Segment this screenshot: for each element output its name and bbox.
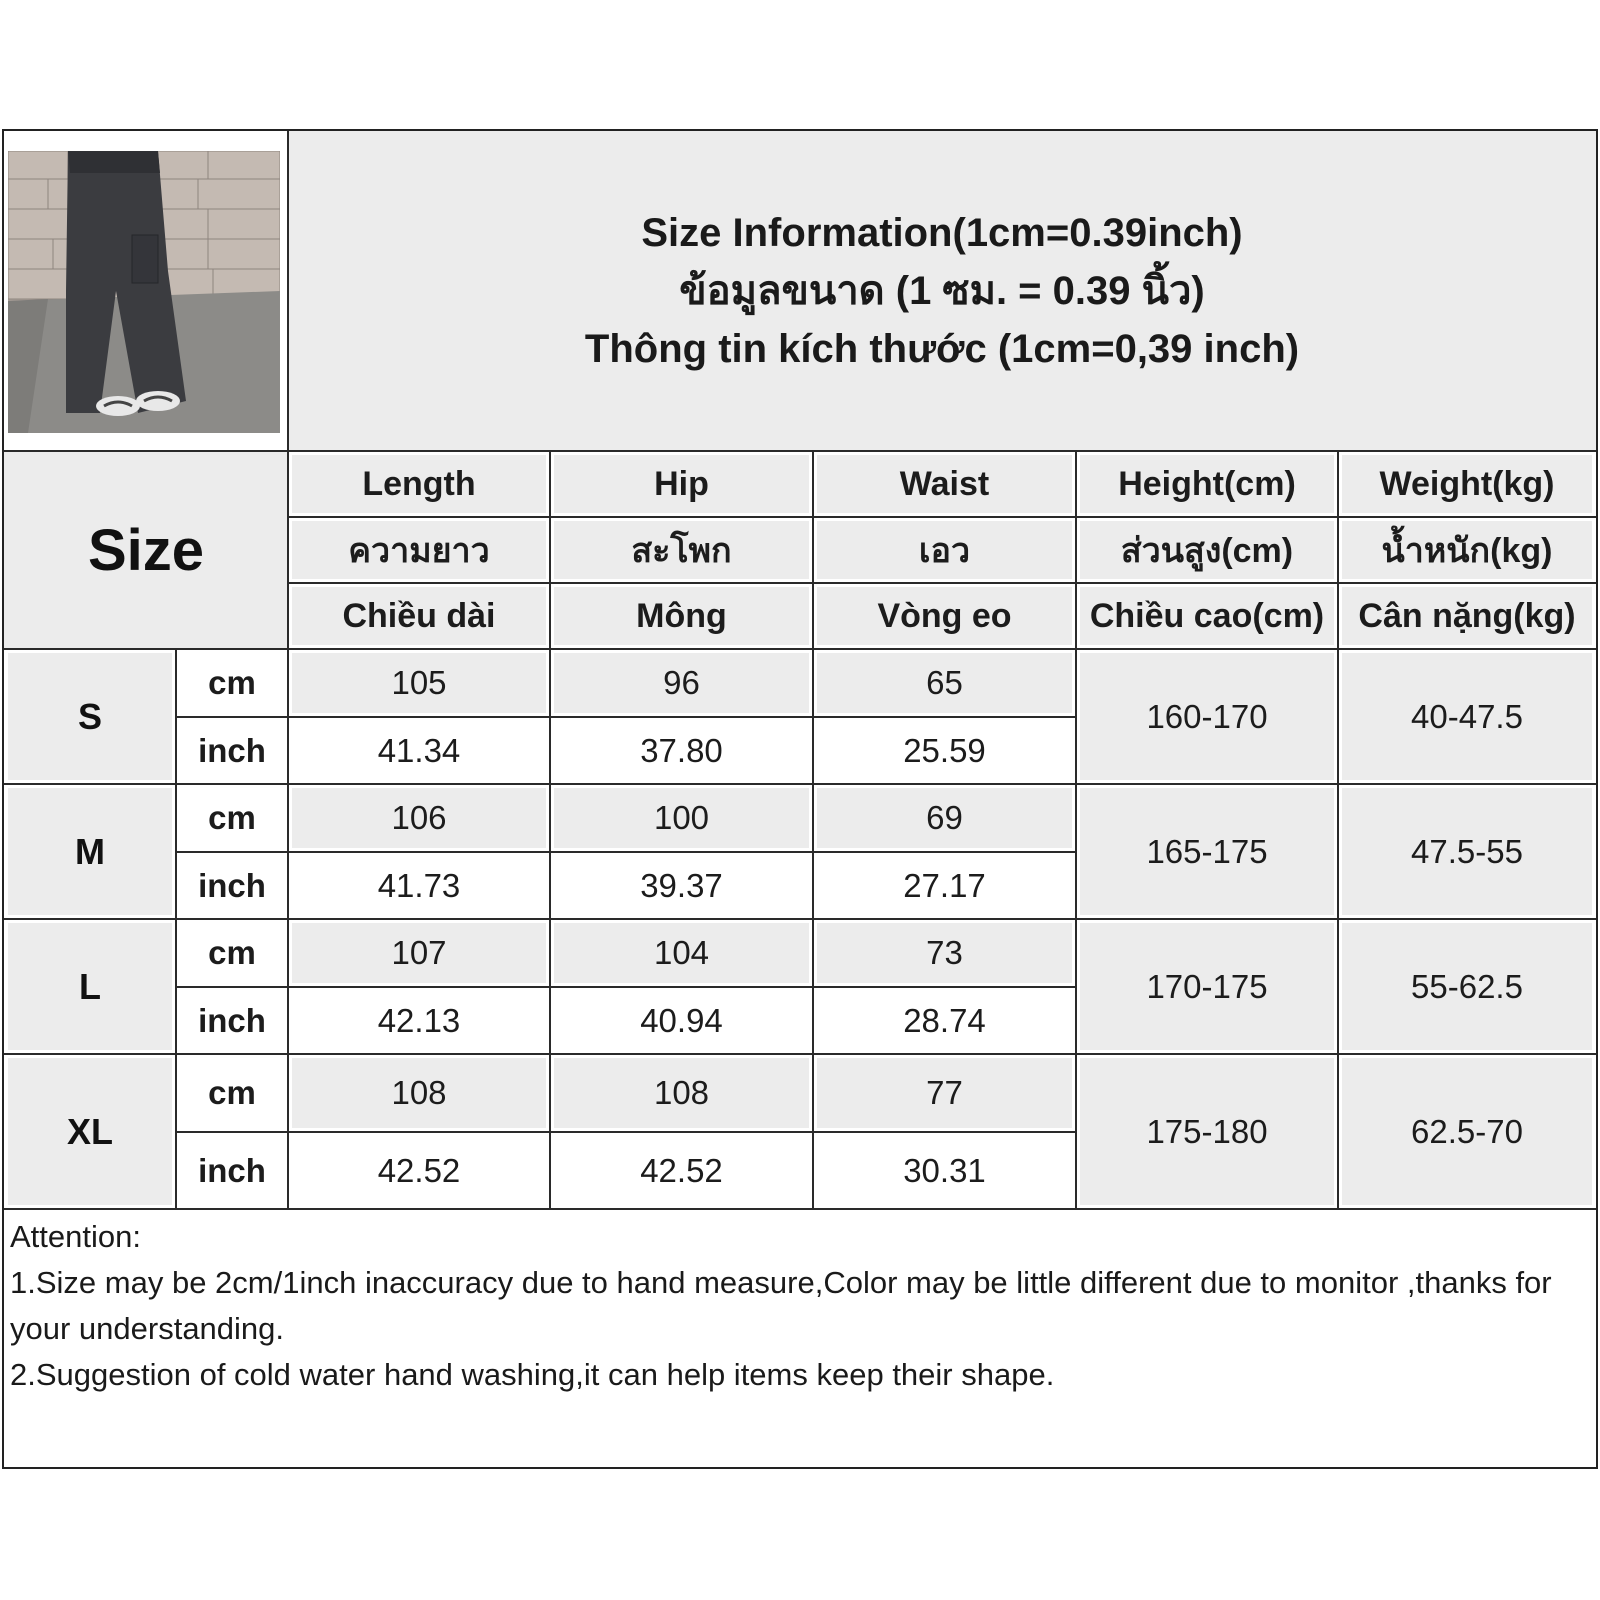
size-chart bbox=[2, 129, 1598, 1469]
column-header-en-1-text: Hip bbox=[654, 464, 709, 503]
value-inch-2-0 bbox=[292, 991, 546, 1050]
value-inch-2-0-text: 42.13 bbox=[377, 1001, 461, 1039]
column-header-vi-1-text: Mông bbox=[636, 596, 727, 635]
value-cm-3-2-text: 77 bbox=[926, 1074, 963, 1111]
column-header-th-0 bbox=[292, 521, 546, 579]
value-cm-3-0 bbox=[292, 1058, 546, 1128]
value-inch-0-1-text: 37.80 bbox=[640, 731, 723, 769]
value-cm-2-2-text: 73 bbox=[926, 934, 963, 971]
value-inch-1-1 bbox=[554, 856, 809, 915]
column-header-vi-4 bbox=[1342, 587, 1592, 645]
value-weight-3 bbox=[1342, 1058, 1592, 1205]
column-header-vi-2-text: Vòng eo bbox=[877, 596, 1012, 635]
grid-line bbox=[4, 648, 1596, 650]
unit-inch-3 bbox=[180, 1136, 284, 1205]
product-photo-pants-icon bbox=[8, 151, 280, 433]
value-inch-0-2-text: 25.59 bbox=[903, 731, 986, 769]
value-cm-1-0 bbox=[292, 788, 546, 848]
value-inch-0-0 bbox=[292, 721, 546, 780]
value-cm-0-2-text: 65 bbox=[926, 664, 963, 701]
value-cm-1-1-text: 100 bbox=[653, 799, 710, 836]
grid-line bbox=[4, 1208, 1596, 1210]
value-inch-3-0 bbox=[292, 1136, 546, 1205]
value-inch-3-1-text: 42.52 bbox=[640, 1151, 723, 1189]
column-header-th-2-text: เอว bbox=[918, 532, 971, 570]
value-inch-1-0-text: 41.73 bbox=[377, 866, 461, 904]
value-weight-1-text: 47.5-55 bbox=[1411, 832, 1523, 870]
column-header-en-3-text: Height(cm) bbox=[1118, 464, 1296, 503]
value-cm-0-1-text: 96 bbox=[663, 664, 700, 701]
value-inch-0-1 bbox=[554, 721, 809, 780]
grid-line bbox=[4, 918, 1596, 920]
title-english: Size Information(1cm=0.39inch) bbox=[641, 211, 1243, 255]
size-label-1-text: M bbox=[75, 830, 105, 872]
value-height-1-text: 165-175 bbox=[1146, 832, 1268, 870]
value-cm-2-0 bbox=[292, 923, 546, 983]
value-cm-2-1 bbox=[554, 923, 809, 983]
column-header-en-4 bbox=[1342, 455, 1592, 513]
grid-line bbox=[4, 783, 1596, 785]
grid-line bbox=[176, 1131, 1076, 1133]
value-height-0 bbox=[1080, 653, 1334, 780]
unit-cm-2 bbox=[180, 923, 284, 983]
grid-line bbox=[288, 582, 1596, 584]
value-cm-3-1-text: 108 bbox=[653, 1074, 710, 1111]
grid-line bbox=[1075, 451, 1077, 1209]
column-header-vi-3 bbox=[1080, 587, 1334, 645]
value-cm-2-0-text: 107 bbox=[391, 934, 447, 971]
value-inch-3-0-text: 42.52 bbox=[377, 1151, 461, 1189]
grid-line bbox=[549, 451, 551, 1209]
value-inch-1-1-text: 39.37 bbox=[640, 866, 723, 904]
column-header-en-1 bbox=[554, 455, 809, 513]
value-inch-1-2 bbox=[817, 856, 1072, 915]
value-height-0-text: 160-170 bbox=[1146, 697, 1268, 735]
value-cm-1-2 bbox=[817, 788, 1072, 848]
value-inch-2-1-text: 40.94 bbox=[640, 1001, 723, 1039]
grid-line bbox=[812, 451, 814, 1209]
value-height-2-text: 170-175 bbox=[1146, 967, 1268, 1005]
value-inch-3-2-text: 30.31 bbox=[903, 1151, 986, 1189]
value-inch-2-2-text: 28.74 bbox=[903, 1001, 986, 1039]
value-cm-3-0-text: 108 bbox=[391, 1074, 447, 1111]
column-header-th-4-text: น้ำหนัก(kg) bbox=[1381, 532, 1553, 570]
value-weight-2 bbox=[1342, 923, 1592, 1050]
grid-line bbox=[4, 1053, 1596, 1055]
size-label-0 bbox=[8, 653, 172, 780]
value-inch-0-0-text: 41.34 bbox=[377, 731, 461, 769]
column-header-th-1 bbox=[554, 521, 809, 579]
value-inch-2-2 bbox=[817, 991, 1072, 1050]
column-header-en-4-text: Weight(kg) bbox=[1379, 464, 1555, 503]
grid-line bbox=[176, 851, 1076, 853]
grid-line bbox=[1337, 451, 1339, 1209]
grid-line bbox=[176, 716, 1076, 718]
grid-line bbox=[176, 986, 1076, 988]
value-inch-0-2 bbox=[817, 721, 1072, 780]
size-label-3 bbox=[8, 1058, 172, 1205]
size-label-2-text: L bbox=[79, 965, 101, 1007]
grid-line bbox=[287, 131, 289, 1209]
column-header-th-1-text: สะโพก bbox=[631, 532, 732, 570]
unit-cm-2-text: cm bbox=[208, 934, 256, 971]
column-header-vi-2 bbox=[817, 587, 1072, 645]
attention-notes bbox=[10, 1214, 1590, 1398]
grid-line bbox=[175, 649, 177, 1209]
value-height-3-text: 175-180 bbox=[1146, 1112, 1268, 1150]
column-header-vi-0 bbox=[292, 587, 546, 645]
unit-cm-1 bbox=[180, 788, 284, 848]
product-photo-cell bbox=[4, 131, 288, 451]
size-label-1 bbox=[8, 788, 172, 915]
unit-inch-3-text: inch bbox=[198, 1151, 266, 1189]
value-weight-3-text: 62.5-70 bbox=[1411, 1112, 1523, 1150]
column-header-en-0-text: Length bbox=[362, 464, 476, 503]
unit-inch-2-text: inch bbox=[198, 1001, 266, 1039]
column-header-th-0-text: ความยาว bbox=[348, 532, 490, 570]
unit-inch-0-text: inch bbox=[198, 731, 266, 769]
column-header-th-3 bbox=[1080, 521, 1334, 579]
title-thai: ข้อมูลขนาด (1 ซม. = 0.39 นิ้ว) bbox=[679, 269, 1205, 313]
notes-line-2: 2.Suggestion of cold water hand washing,it can help items keep their shape. bbox=[10, 1357, 1055, 1392]
size-label-3-text: XL bbox=[66, 1110, 113, 1152]
column-header-th-2 bbox=[817, 521, 1072, 579]
size-label-2 bbox=[8, 923, 172, 1050]
value-height-1 bbox=[1080, 788, 1334, 915]
unit-inch-0 bbox=[180, 721, 284, 780]
value-cm-1-1 bbox=[554, 788, 809, 848]
unit-inch-1-text: inch bbox=[198, 866, 266, 904]
notes-line-1: 1.Size may be 2cm/1inch inaccuracy due to hand measure,Color may be little different due to monitor ,thanks for your understanding. bbox=[10, 1265, 1561, 1346]
value-inch-1-0 bbox=[292, 856, 546, 915]
value-weight-1 bbox=[1342, 788, 1592, 915]
column-header-en-0 bbox=[292, 455, 546, 513]
value-inch-1-2-text: 27.17 bbox=[903, 866, 986, 904]
grid-line bbox=[288, 516, 1596, 518]
column-header-vi-4-text: Cân nặng(kg) bbox=[1358, 596, 1576, 635]
column-header-en-2-text: Waist bbox=[899, 464, 990, 503]
unit-cm-0 bbox=[180, 653, 284, 713]
value-height-3 bbox=[1080, 1058, 1334, 1205]
value-inch-3-2 bbox=[817, 1136, 1072, 1205]
column-header-th-4 bbox=[1342, 521, 1592, 579]
value-height-2 bbox=[1080, 923, 1334, 1050]
value-weight-0 bbox=[1342, 653, 1592, 780]
unit-cm-3-text: cm bbox=[208, 1074, 256, 1111]
value-cm-0-0 bbox=[292, 653, 546, 713]
unit-cm-0-text: cm bbox=[208, 664, 256, 701]
value-inch-2-1 bbox=[554, 991, 809, 1050]
value-cm-2-1-text: 104 bbox=[653, 934, 710, 971]
value-cm-2-2 bbox=[817, 923, 1072, 983]
grid-line bbox=[4, 450, 1596, 452]
value-cm-0-1 bbox=[554, 653, 809, 713]
size-label-0-text: S bbox=[77, 695, 102, 737]
notes-heading: Attention: bbox=[10, 1219, 141, 1254]
size-header bbox=[4, 451, 288, 649]
value-inch-3-1 bbox=[554, 1136, 809, 1205]
title-block bbox=[288, 131, 1596, 451]
title-vietnamese: Thông tin kích thước (1cm=0,39 inch) bbox=[584, 327, 1300, 371]
value-cm-1-0-text: 106 bbox=[391, 799, 447, 836]
unit-cm-3 bbox=[180, 1058, 284, 1128]
column-header-th-3-text: ส่วนสูง(cm) bbox=[1120, 532, 1294, 570]
value-cm-3-1 bbox=[554, 1058, 809, 1128]
value-cm-0-0-text: 105 bbox=[391, 664, 447, 701]
size-header-label: Size bbox=[87, 517, 205, 583]
value-cm-3-2 bbox=[817, 1058, 1072, 1128]
unit-inch-2 bbox=[180, 991, 284, 1050]
value-weight-0-text: 40-47.5 bbox=[1411, 697, 1523, 735]
column-header-vi-1 bbox=[554, 587, 809, 645]
column-header-vi-3-text: Chiều cao(cm) bbox=[1089, 596, 1325, 635]
value-cm-1-2-text: 69 bbox=[926, 799, 963, 836]
column-header-en-3 bbox=[1080, 455, 1334, 513]
value-cm-0-2 bbox=[817, 653, 1072, 713]
column-header-en-2 bbox=[817, 455, 1072, 513]
column-header-vi-0-text: Chiều dài bbox=[342, 596, 496, 635]
unit-cm-1-text: cm bbox=[208, 799, 256, 836]
value-weight-2-text: 55-62.5 bbox=[1411, 967, 1523, 1005]
unit-inch-1 bbox=[180, 856, 284, 915]
